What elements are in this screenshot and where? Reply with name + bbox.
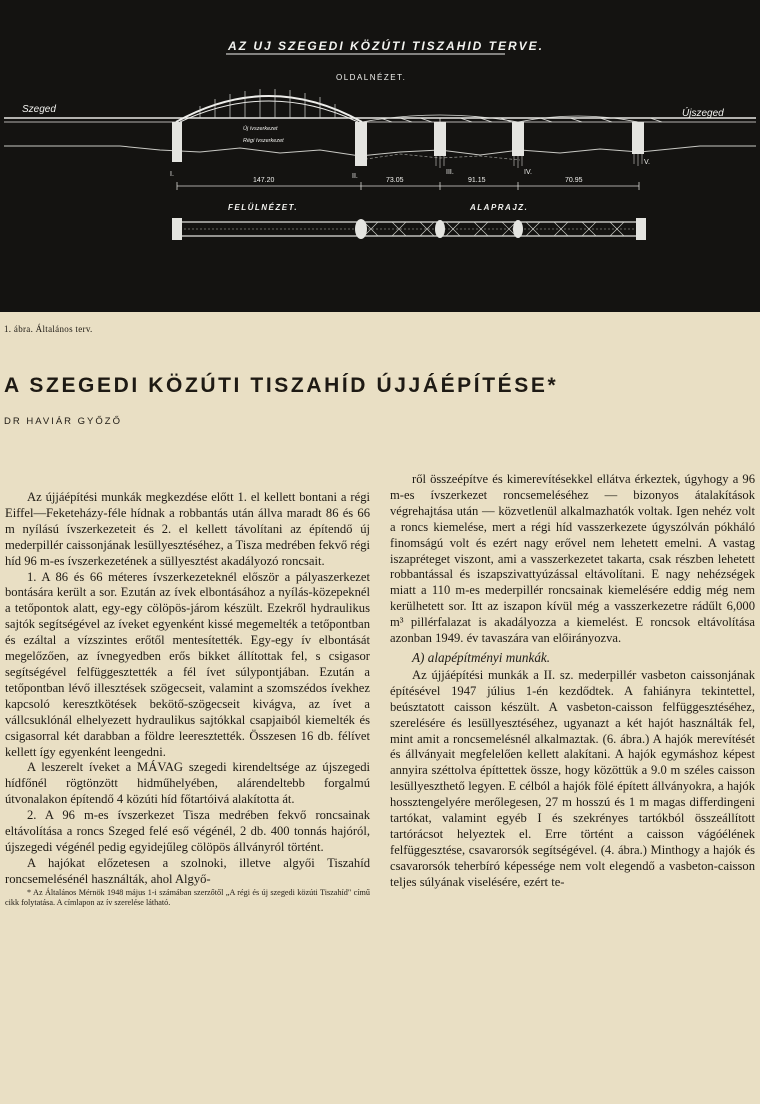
- paragraph: Az újjáépítési munkák a II. sz. mederpillér vasbeton caissonjának építésével 1947 július 1-én kezdődtek. A fahiányra tekintettel, beúsztatott caisson készült. A vasbeton-caisson felfüggesztéséhez, szerelésére és lesüllyesztéséhez, ugyanazt a két hajót használták fel, mint amit a roncsemelésnél alkalmaztak. (6. ábra.) A hajók merevítését és állványait megfelelően kellett alakítani. A hajók egymáshoz képest annyira széttolva építtettek össze, hogy közöttük a 9.0 m széles caisson lesüllyeszthető legyen. E célból a hajók fölé épített állványokra, a hajók hossztengelyére merőlegesen, 27 m hosszú és 1 m magas differdingeni tartókat, valamint egyéb I és szekrényes tartókból összeállított tartórácsot helyeztek el. Erre történt a caisson vágóélének felfüggesztése, csavarorsók segítségével. (4. ábra.) Minthogy a hajók és csavarorsók teherbíró képessége nem volt elegendő a vasbeton-caisson teljes súlyának viselésére, ezért te-: [390, 667, 755, 889]
- top-view-label: FELÜLNÉZET.: [228, 203, 299, 212]
- paragraph: Az újjáépítési munkák megkezdése előtt 1. el kellett bontani a régi Eiffel—Feketeházy-féle hídnak a robbantás után állva maradt 86 és 66 m nyílású ívszerkezeteit és 2. el kellett távolítani az építendő új mederpillér caissonjának lesüllyesztéséhez, a Tisza medrében fekvő régi híd 96 m-es ívszerkezetének a süllyesztést akadályozó roncsait.: [5, 490, 370, 568]
- figure-main-title: AZ UJ SZEGEDI KÖZÚTI TISZAHID TERVE.: [228, 39, 545, 53]
- article-title: A SZEGEDI KÖZÚTI TISZAHÍD ÚJJÁÉPÍTÉSE*: [4, 374, 559, 397]
- paragraph: 1. A 86 és 66 méteres ívszerkezeteknél először a pályaszerkezet bontására került a sor. Ezután az ívek elbontásához a nyílás-közepeknél a tetőpontok alatt, egy-egy cölöpös-járom készült. Ezekről hydraulikus sajtók segítségével az íveket egyenként kissé megemelték a tetőpontban és ezáltal a vízszintes erőtől mentesítették. Egy-egy ív elbontását megelőzően, az ívnegyedben erős bikket állítottak fel, s csigasor segítségével felfüggesztették a fél ívet súlypontjában. Ezután a tetőpontban lévő illesztések szögecseit, valamint a szomszédos ívekhez kapcsoló keresztkötések bekötő-szögecseit kivágva, az ívet a vállcsuklónál elhelyezett hydraulikus sajtókkal csapjaiból kiemelték és csigasorral két darabban a földre leeresztették. Összesen 16 db. félívet kellett így egyenként leengedni.: [5, 569, 370, 759]
- article-author: DR HAVIÁR GYŐZŐ: [4, 416, 122, 427]
- footnote: * Az Általános Mérnök 1948 május 1-i számában szerzőtől „A régi és új szegedi közúti Tiszahíd" című cikk folytatása. A címlapon az ív szerelése látható.: [5, 887, 370, 907]
- plan-view: [172, 218, 646, 240]
- section-subheading: A) alapépítményi munkák.: [412, 649, 551, 665]
- span-4: 70.95: [565, 177, 583, 184]
- span-2: 73.05: [386, 177, 404, 184]
- paragraph: A leszerelt íveket a MÁVAG szegedi kirendeltsége az újszegedi hídfőnél rögtönzött hidműhelyében, alárendeltebb forgalmú útvonalakon építendő 4 közúti híd főtartóivá alakította át.: [5, 760, 370, 807]
- pier-label-5: V.: [644, 159, 650, 166]
- pier-4: [512, 122, 524, 156]
- pier-3: [434, 122, 446, 156]
- side-view-label: OLDALNÉZET.: [336, 73, 407, 82]
- right-column: [390, 472, 755, 891]
- pier-label-1: I.: [170, 171, 174, 178]
- paragraph: ről összeépítve és kimerevítésekkel ellátva érkeztek, úgyhogy a 96 m-es ívszerkezet roncsemeléséhez — bizonyos átalakítások végrehajtása után — közvetlenül alkalmazhatók voltak. Igen nehéz volt a roncs kiemelése, mert a régi híd vasszerkezete úgyszólván pókháló finomságú volt és ezért nagy erővel nem lehetett emelni. A vastag iszapréteget viszont, ami a vasszerkezetet takarta, csak részben lehetett robbantással és iszapszivattyúzással eltávolítani. E nagy nehézségek miatt a 110 m-es mederpillér roncsainak kiemelésére eddig még nem kerülhetett sor. Itt az iszapon kívül még a vasszerkezetre rádűlt 6,000 m³ pillérfalazat is akadályozza a kiemelést. E roncsok eltávolítása azonban 1949. év tavaszára van előirányozva.: [390, 472, 755, 646]
- pier-label-2: II.: [352, 173, 358, 180]
- left-bank-label: Szeged: [22, 104, 56, 115]
- pier-1: [172, 122, 182, 162]
- right-bank-label: Újszeged: [682, 108, 724, 119]
- bridge-plan-figure: [0, 0, 760, 312]
- pier-label-4: IV.: [524, 169, 532, 176]
- paragraph: 2. A 96 m-es ívszerkezet Tisza medrében fekvő roncsainak eltávolítása a roncs Szeged felé eső végénél, 2 db. 400 tonnás hajóról, újszegedi végénél pedig egyidejűleg cölöpös állványról történt.: [5, 808, 370, 854]
- arch-label-new: Új ívszerkezet: [243, 126, 278, 132]
- pier-label-3: III.: [446, 169, 454, 176]
- span-1: 147.20: [253, 177, 275, 184]
- arch-label-old: Régi ívszerkezet: [243, 138, 284, 144]
- pier-2: [355, 122, 367, 166]
- bridge-drawing: [0, 0, 760, 312]
- plan-label: ALAPRAJZ.: [470, 203, 529, 212]
- left-column: [5, 490, 370, 908]
- span-3: 91.15: [468, 177, 486, 184]
- figure-caption: 1. ábra. Általános terv.: [4, 324, 93, 334]
- paragraph: A hajókat előzetesen a szolnoki, illetve algyői Tiszahíd roncsemelésénél használták, ahol Algyő-: [5, 855, 370, 886]
- pier-5: [632, 122, 644, 154]
